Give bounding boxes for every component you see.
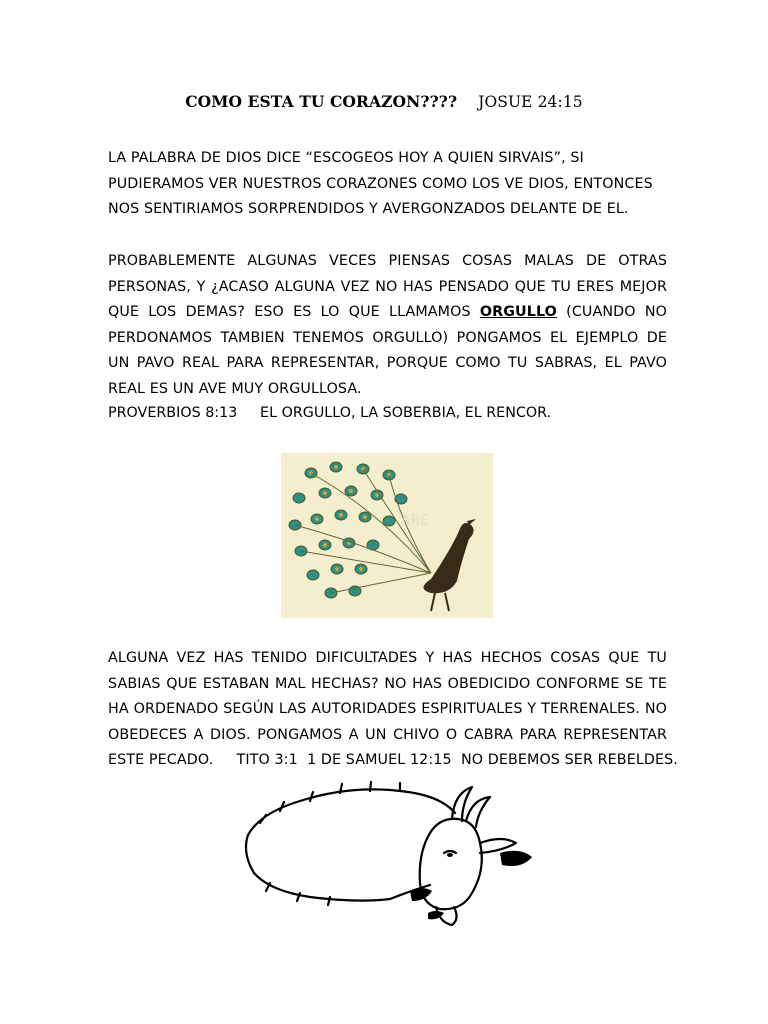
peacock-illustration [281,453,493,618]
paragraph-line: SABIAS QUE ESTABAN MAL HECHAS? NO HAS OBEDICIDO CONFORME SE TE [108,675,667,692]
paragraph-line: NOS SENTIRIAMOS SORPRENDIDOS Y AVERGONZADOS DELANTE DE EL. [108,201,629,217]
paragraph-line: PROBABLEMENTE ALGUNAS VECES PIENSAS COSAS MALAS DE OTRAS [108,253,667,269]
goat-illustration [240,773,536,931]
peacock-image [281,453,493,618]
paragraph-line: PERDONAMOS TAMBIEN TENEMOS ORGULLO) PONGAMOS EL EJEMPLO DE [108,329,667,346]
paragraph-rebellion [108,646,678,774]
paragraph-line: PUDIERAMOS VER NUESTROS CORAZONES COMO LOS VE DIOS, ENTONCES [108,175,653,192]
paragraph-line-keyword [108,300,667,326]
paragraph-line: ESTE PECADO. TITO 3:1 1 DE SAMUEL 12:15 NO DEBEMOS SER REBELDES. [108,752,678,768]
paragraph-line: UN PAVO REAL PARA REPRESENTAR, PORQUE COMO TU SABRAS, EL PAVO [108,355,667,371]
keyword-orgullo: ORGULLO [479,304,557,320]
watermark-text: ARE [401,513,430,529]
document-title [0,92,768,111]
proverbs-reference: PROVERBIOS 8:13 EL ORGULLO, LA SOBERBIA, EL RENCOR. [108,405,552,421]
paragraph-line: HA ORDENADO SEGÚN LAS AUTORIDADES ESPIRITUALES Y TERRENALES. NO [108,701,667,717]
paragraph-intro [108,146,667,223]
paragraph-line: OBEDECES A DIOS. PONGAMOS A UN CHIVO O CABRA PARA REPRESENTAR [108,726,667,743]
paragraph-text: (CUANDO NO [566,304,667,320]
paragraph-line: REAL ES UN AVE MUY ORGULLOSA. [108,380,362,397]
title-text: COMO ESTA TU CORAZON???? [185,92,458,111]
paragraph-text: QUE LOS DEMAS? ESO ES LO QUE LLAMAMOS [108,304,471,320]
goat-image [240,773,536,931]
paragraph-pride [108,249,667,402]
paragraph-line: ALGUNA VEZ HAS TENIDO DIFICULTADES Y HAS HECHOS COSAS QUE TU [108,650,667,666]
title-reference: JOSUE 24:15 [478,93,583,111]
paragraph-line: LA PALABRA DE DIOS DICE “ESCOGEOS HOY A QUIEN SIRVAIS”, SI [108,150,584,166]
paragraph-line: PERSONAS, Y ¿ACASO ALGUNA VEZ NO HAS PENSADO QUE TU ERES MEJOR [108,278,667,295]
